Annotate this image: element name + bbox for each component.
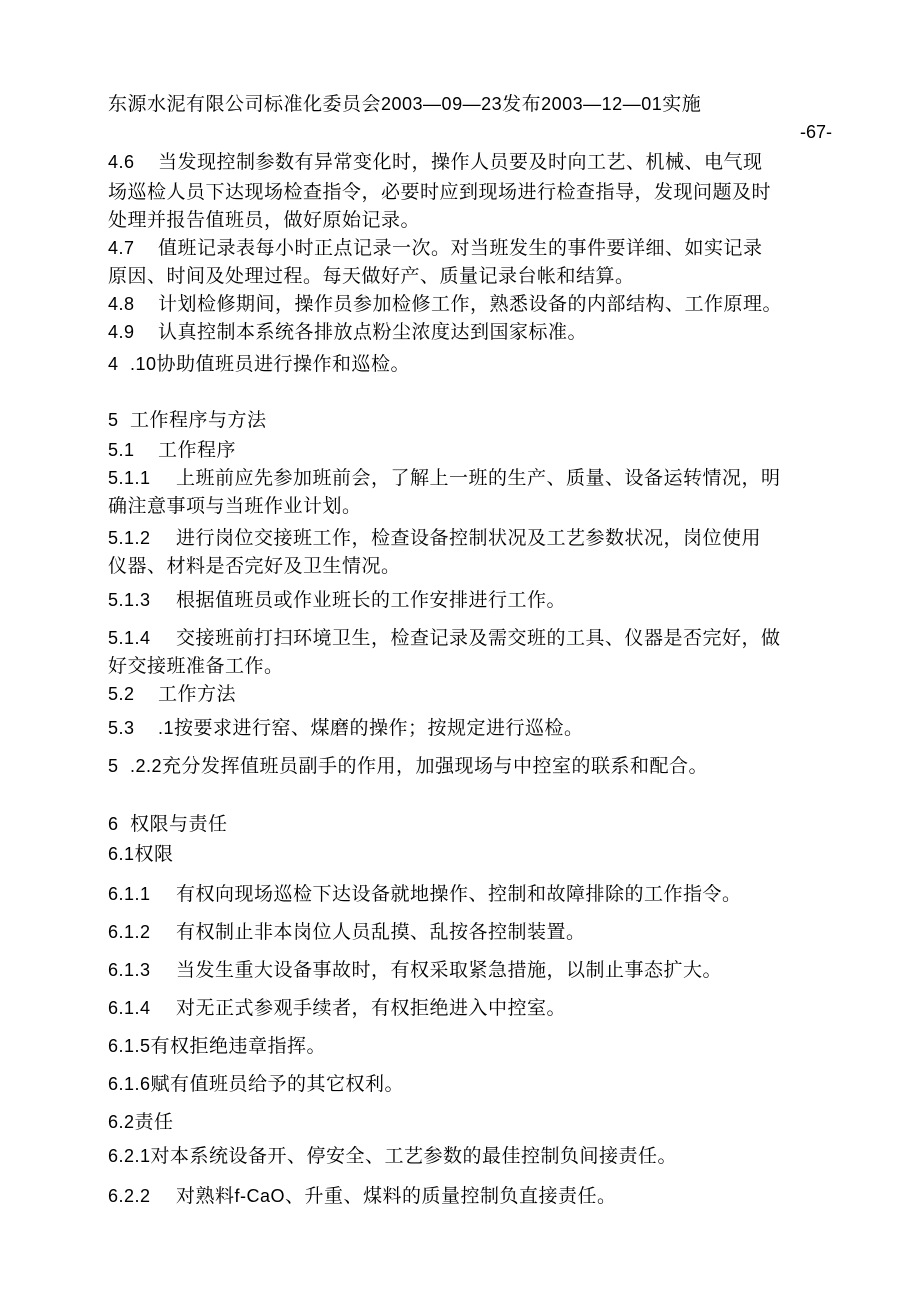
clause-5-1-2-line1 xyxy=(108,526,761,550)
clause-text-a: 对熟料 xyxy=(176,1185,235,1207)
clause-5-3-1 xyxy=(108,716,584,740)
clause-6-1-5 xyxy=(108,1034,326,1058)
clause-text: 按要求进行窑、煤磨的操作；按规定进行巡检。 xyxy=(174,717,584,739)
clause-6-1-1 xyxy=(108,882,742,906)
clause-4-6-line3: 处理并报告值班员，做好原始记录。 xyxy=(108,209,421,231)
clause-number: 4.6 xyxy=(108,152,135,172)
clause-text-b: f-CaO xyxy=(234,1186,286,1206)
clause-5-1-2-line2: 仪器、材料是否完好及卫生情况。 xyxy=(108,555,401,577)
clause-number: 4.9 xyxy=(108,322,135,342)
clause-number: 4.7 xyxy=(108,238,135,258)
clause-text: 协助值班员进行操作和巡检。 xyxy=(156,353,411,375)
clause-4-9 xyxy=(108,320,587,344)
clause-text: 有权向现场巡检下达设备就地操作、控制和故障排除的工作指令。 xyxy=(176,883,742,905)
clause-text: 交接班前打扫环境卫生，检查记录及需交班的工具、仪器是否完好，做 xyxy=(176,627,781,649)
clause-number-b: .10 xyxy=(130,354,157,374)
clause-number: 5.1.1 xyxy=(108,468,151,488)
clause-number: 6.1.6 xyxy=(108,1074,151,1094)
clause-number: 5.1.2 xyxy=(108,528,151,548)
clause-text: 对本系统设备开、停安全、工艺参数的最佳控制负间接责任。 xyxy=(150,1145,678,1167)
clause-5-2-2 xyxy=(108,754,708,778)
clause-number: 6.1.2 xyxy=(108,922,151,942)
section-6-1-heading xyxy=(108,842,174,866)
header-line xyxy=(108,92,701,116)
section-5-1-heading xyxy=(108,438,236,462)
header-org: 东源水泥有限公司标准化委员会 xyxy=(108,93,382,115)
clause-text: 认真控制本系统各排放点粉尘浓度达到国家标准。 xyxy=(158,321,588,343)
header-publish-date: 2003—09—23 xyxy=(381,94,503,114)
clause-number: 5.1.4 xyxy=(108,628,151,648)
clause-text: 有权拒绝违章指挥。 xyxy=(150,1035,327,1057)
section-number: 5.2 xyxy=(108,684,135,704)
clause-4-8 xyxy=(108,292,782,316)
section-title: 责任 xyxy=(134,1111,174,1133)
clause-text: 值班记录表每小时正点记录一次。对当班发生的事件要详细、如实记录 xyxy=(158,237,763,259)
clause-4-6-line1 xyxy=(108,150,763,174)
clause-4-6-line2: 场巡检人员下达现场检查指令，必要时应到现场进行检查指导，发现问题及时 xyxy=(108,181,772,203)
clause-5-1-4-line2: 好交接班准备工作。 xyxy=(108,655,284,677)
clause-6-1-2 xyxy=(108,920,586,944)
clause-text: 进行岗位交接班工作，检查设备控制状况及工艺参数状况，岗位使用 xyxy=(176,527,762,549)
clause-number-b: .1 xyxy=(158,718,175,738)
clause-text: 计划检修期间，操作员参加检修工作，熟悉设备的内部结构、工作原理。 xyxy=(158,293,783,315)
section-6-2-heading xyxy=(108,1110,174,1134)
clause-number: 5.1.3 xyxy=(108,590,151,610)
clause-6-2-1 xyxy=(108,1144,677,1168)
section-title: 工作程序 xyxy=(158,439,237,461)
clause-number: 4.8 xyxy=(108,294,135,314)
section-5-heading xyxy=(108,408,267,432)
clause-5-1-1-line1 xyxy=(108,466,781,490)
header-effective-label: 实施 xyxy=(662,93,702,115)
clause-text: 赋有值班员给予的其它权利。 xyxy=(150,1073,405,1095)
clause-4-7-line2: 原因、时间及处理过程。每天做好产、质量记录台帐和结算。 xyxy=(108,265,635,287)
clause-text: 有权制止非本岗位人员乱摸、乱按各控制装置。 xyxy=(176,921,586,943)
clause-number: 6.1.1 xyxy=(108,884,151,904)
clause-6-1-6 xyxy=(108,1072,404,1096)
clause-number: 6.1.5 xyxy=(108,1036,151,1056)
section-number: 6 xyxy=(108,814,119,834)
section-title: 工作程序与方法 xyxy=(130,409,267,431)
page-number: -67- xyxy=(799,122,832,142)
section-number: 6.1 xyxy=(108,844,135,864)
clause-number-b: .2.2 xyxy=(130,756,163,776)
section-number: 6.2 xyxy=(108,1112,135,1132)
clause-text: 根据值班员或作业班长的工作安排进行工作。 xyxy=(176,589,567,611)
clause-number-a: 5.3 xyxy=(108,718,135,738)
clause-text: 充分发挥值班员副手的作用，加强现场与中控室的联系和配合。 xyxy=(162,755,709,777)
clause-text: 对无正式参观手续者，有权拒绝进入中控室。 xyxy=(176,997,567,1019)
clause-text: 当发生重大设备事故时，有权采取紧急措施，以制止事态扩大。 xyxy=(176,959,723,981)
section-number: 5.1 xyxy=(108,440,135,460)
section-6-heading xyxy=(108,812,228,836)
clause-number-a: 5 xyxy=(108,756,119,776)
section-number: 5 xyxy=(108,410,119,430)
clause-number: 6.1.3 xyxy=(108,960,151,980)
clause-text-c: 、升重、煤料的质量控制负直接责任。 xyxy=(285,1185,617,1207)
section-title: 权限与责任 xyxy=(130,813,228,835)
clause-6-1-4 xyxy=(108,996,566,1020)
clause-4-7-line1 xyxy=(108,236,763,260)
clause-5-1-1-line2: 确注意事项与当班作业计划。 xyxy=(108,495,362,517)
clause-number: 6.2.1 xyxy=(108,1146,151,1166)
clause-text: 当发现控制参数有异常变化时，操作人员要及时向工艺、机械、电气现 xyxy=(158,151,763,173)
header-effective-date: 2003—12—01 xyxy=(541,94,663,114)
clause-4-10 xyxy=(108,352,410,376)
section-title: 权限 xyxy=(134,843,174,865)
clause-number: 6.1.4 xyxy=(108,998,151,1018)
clause-6-1-3 xyxy=(108,958,722,982)
clause-5-1-4-line1 xyxy=(108,626,781,650)
clause-number: 6.2.2 xyxy=(108,1186,151,1206)
clause-5-1-3 xyxy=(108,588,566,612)
clause-text: 上班前应先参加班前会，了解上一班的生产、质量、设备运转情况，明 xyxy=(176,467,781,489)
clause-number-a: 4 xyxy=(108,354,119,374)
clause-6-2-2 xyxy=(108,1184,617,1208)
section-5-2-heading xyxy=(108,682,236,706)
header-publish-label: 发布 xyxy=(502,93,542,115)
section-title: 工作方法 xyxy=(158,683,237,705)
